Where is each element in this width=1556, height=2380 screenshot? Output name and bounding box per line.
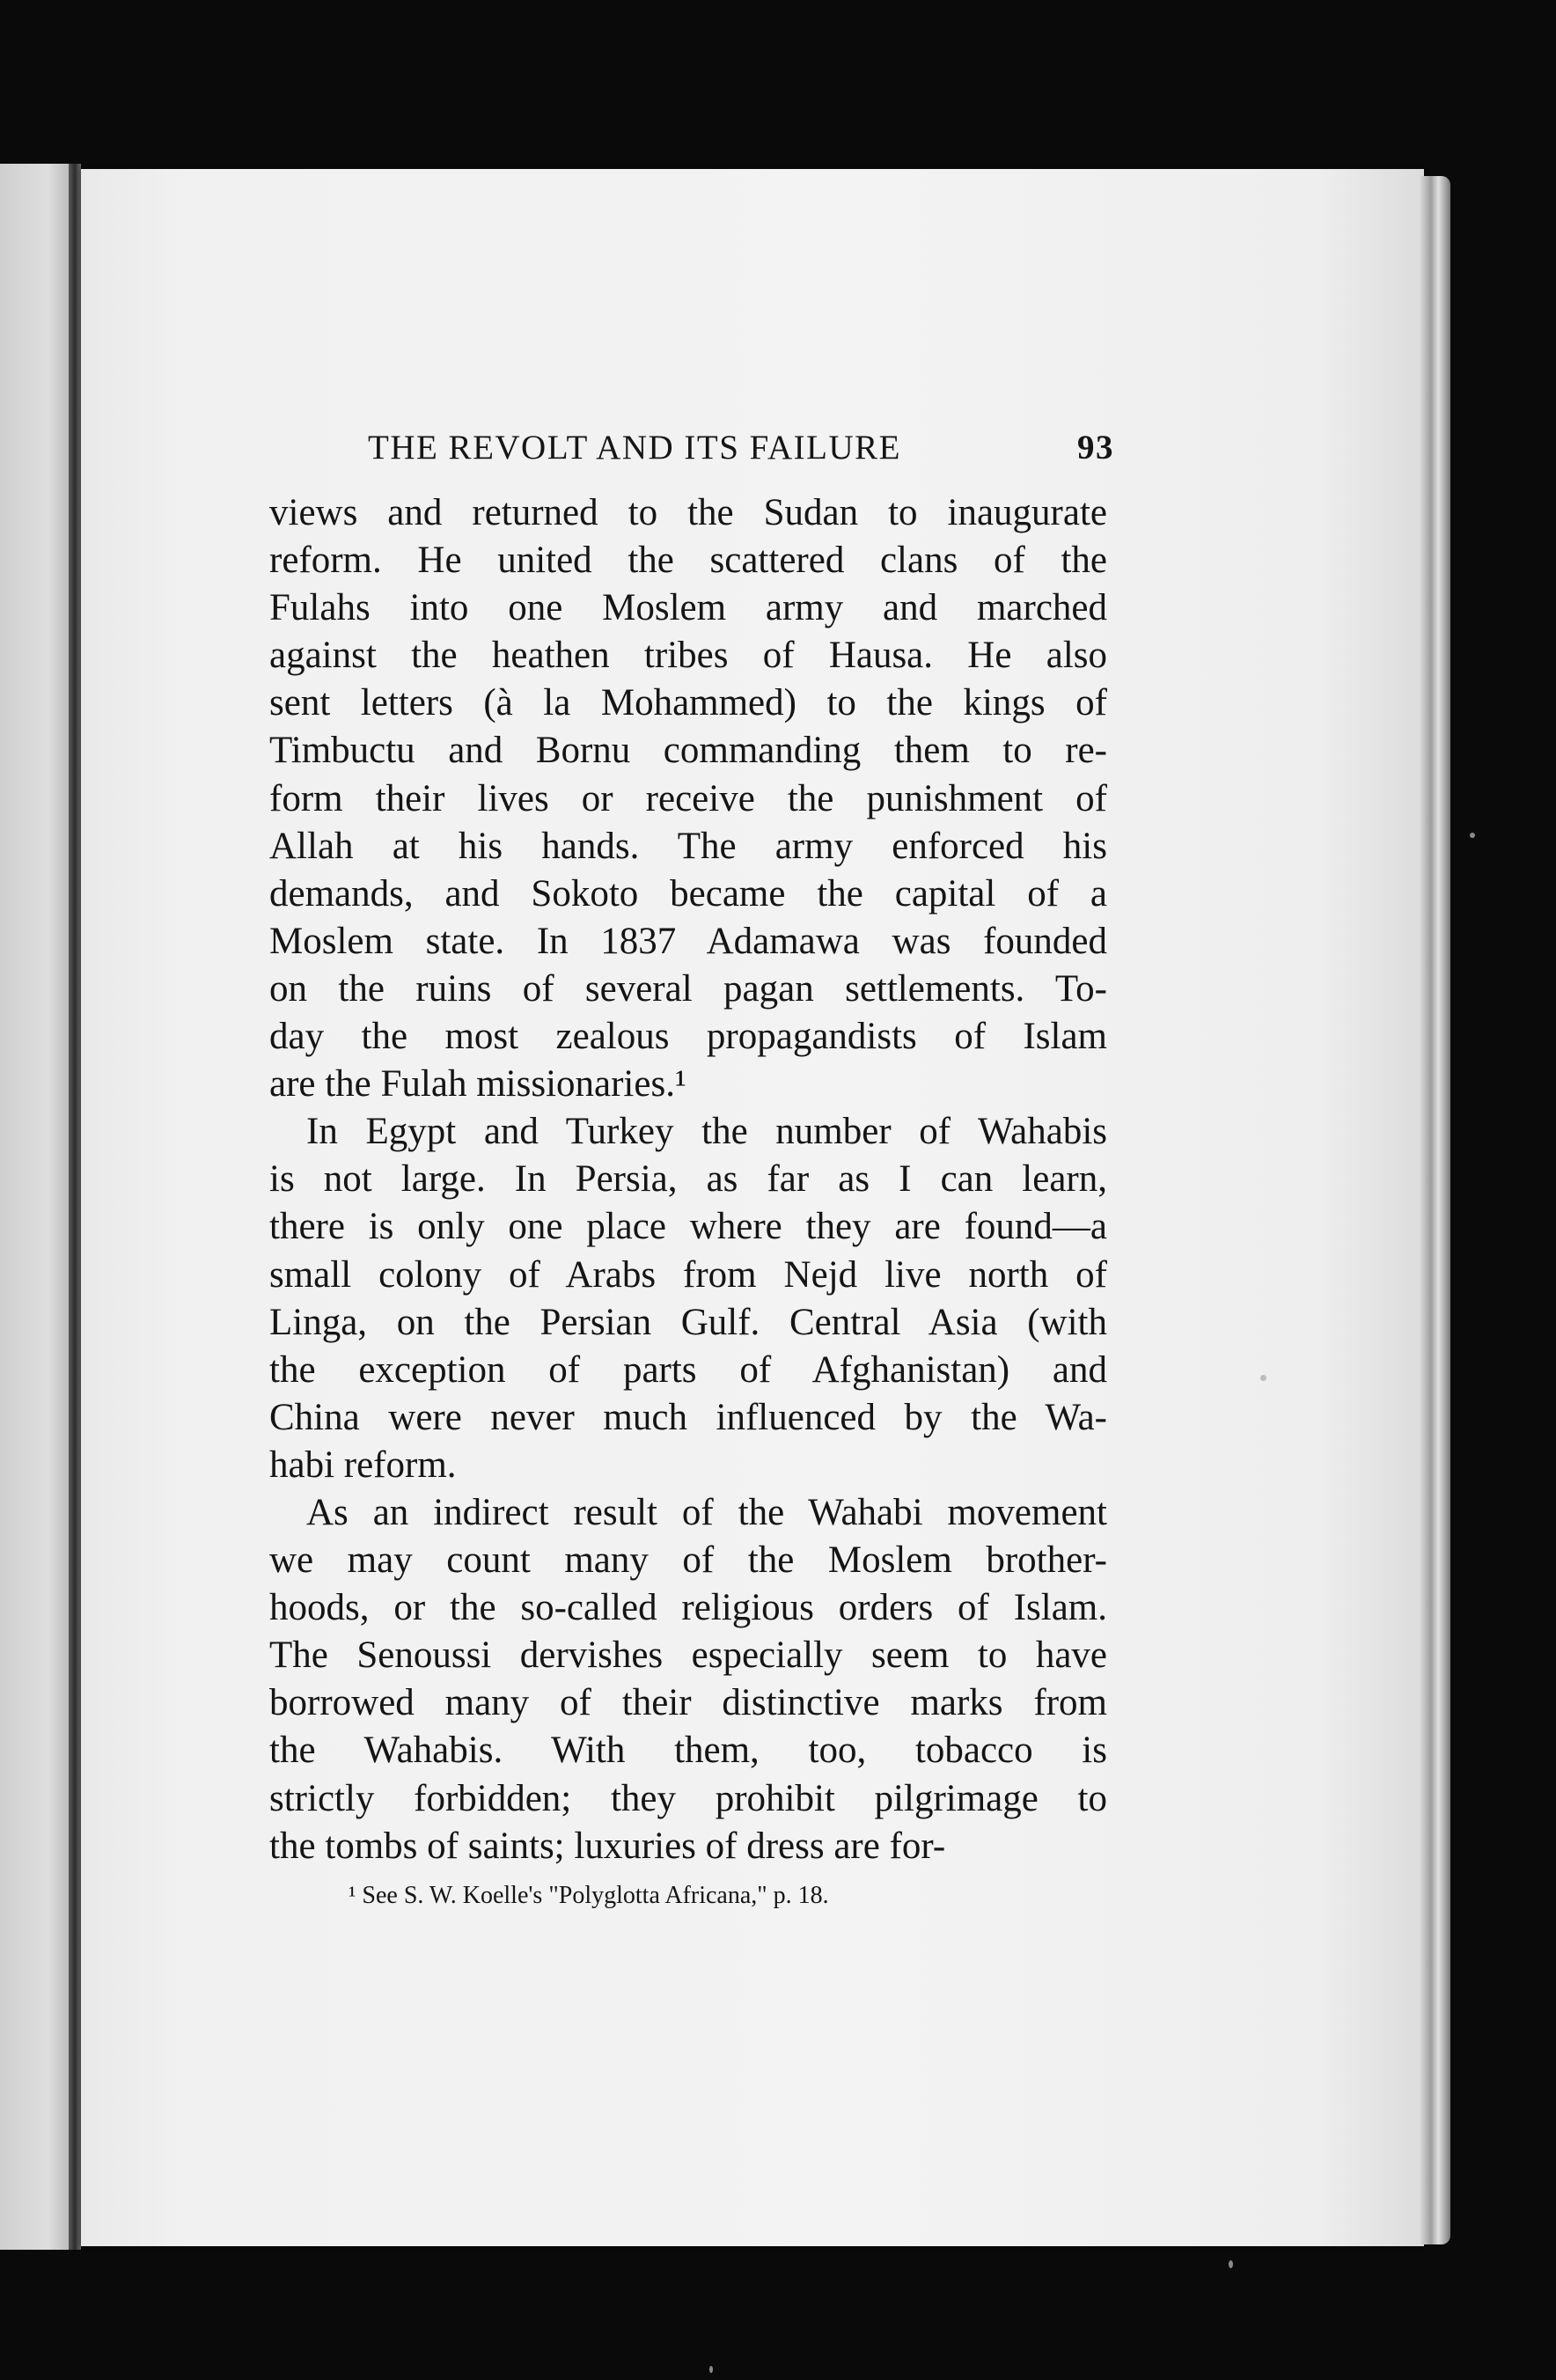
text-line: In Egypt and Turkey the number of Wahabis — [306, 1111, 1107, 1153]
text-line: sent letters (à la Mohammed) to the kings of — [269, 682, 1107, 724]
text-line: the Wahabis. With them, too, tobacco is — [269, 1730, 1107, 1772]
text-line: strictly forbidden; they prohibit pilgrimage to — [269, 1777, 1107, 1819]
text-line: the exception of parts of Afghanistan) and — [269, 1348, 1107, 1391]
text-line: are the Fulah missionaries.¹ — [269, 1063, 686, 1106]
facing-page-edge — [0, 164, 69, 2250]
text-line: hoods, or the so-called religious orders of Islam. — [269, 1587, 1107, 1629]
text-line: day the most zealous propagandists of Islam — [269, 1016, 1107, 1058]
text-line: Allah at his hands. The army enforced his — [269, 825, 1107, 867]
text-line: against the heathen tribes of Hausa. He also — [269, 635, 1107, 677]
text-line: is not large. In Persia, as far as I can learn, — [269, 1158, 1107, 1201]
text-line: Fulahs into one Moslem army and marched — [269, 587, 1107, 629]
scan-speck — [709, 2366, 713, 2373]
text-line: Moslem state. In 1837 Adamawa was founded — [269, 920, 1107, 962]
text-line: As an indirect result of the Wahabi movement — [306, 1491, 1107, 1533]
page-fore-edge — [1420, 176, 1450, 2244]
running-title: THE REVOLT AND ITS FAILURE — [368, 429, 901, 466]
text-line: on the ruins of several pagan settlements. To- — [269, 967, 1107, 1010]
text-line: we may count many of the Moslem brother- — [269, 1539, 1107, 1582]
text-line: the tombs of saints; luxuries of dress are for- — [269, 1825, 946, 1867]
scan-speck — [1229, 2260, 1233, 2268]
page-number: 93 — [1077, 429, 1114, 466]
footnote: ¹ See S. W. Koelle's "Polyglotta Africana," p. 18. — [349, 1882, 829, 1909]
scan-speck — [1470, 833, 1475, 838]
text-line: borrowed many of their distinctive marks from — [269, 1682, 1107, 1724]
text-line: views and returned to the Sudan to inaugurate — [269, 492, 1107, 533]
text-line: there is only one place where they are found—a — [269, 1206, 1107, 1248]
text-line: demands, and Sokoto became the capital of a — [269, 872, 1107, 915]
text-line: Linga, on the Persian Gulf. Central Asia (with — [269, 1301, 1107, 1343]
text-line: reform. He united the scattered clans of the — [269, 540, 1107, 582]
running-head — [368, 421, 1114, 474]
text-line: The Senoussi dervishes especially seem to have — [269, 1634, 1107, 1677]
text-line: form their lives or receive the punishment of — [269, 777, 1107, 819]
text-line: China were never much influenced by the Wa- — [269, 1396, 1107, 1438]
book-gutter — [69, 164, 81, 2250]
text-line: Timbuctu and Bornu commanding them to re- — [269, 730, 1107, 772]
body-text — [269, 489, 1107, 1870]
text-line: habi reform. — [269, 1443, 457, 1486]
text-line: small colony of Arabs from Nejd live north of — [269, 1253, 1107, 1296]
scan-speck — [1260, 1375, 1266, 1381]
